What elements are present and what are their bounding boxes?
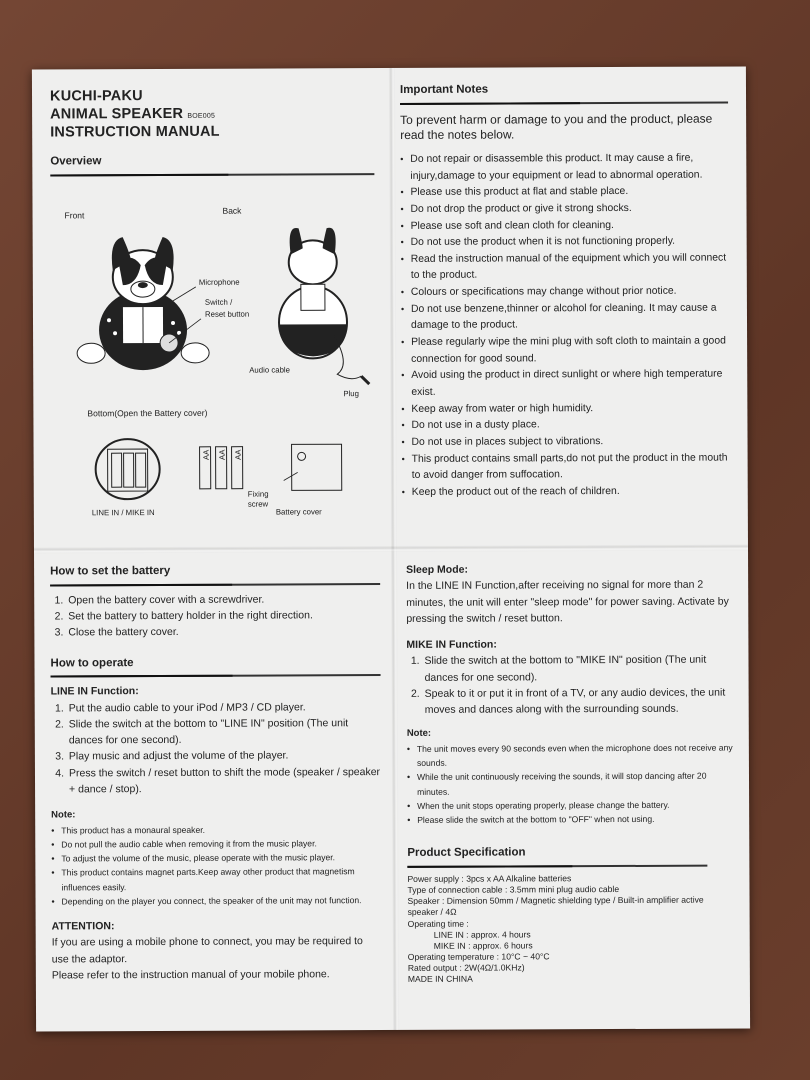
fixing-label: Fixing bbox=[247, 489, 269, 499]
microphone-label: Microphone bbox=[198, 277, 240, 287]
note-item: • Avoid using the product in direct sunlight or where high temperature exist. bbox=[401, 367, 729, 402]
important-notes-heading: Important Notes bbox=[400, 81, 728, 105]
operate-heading: How to operate bbox=[50, 654, 380, 678]
mike-note-item: • The unit moves every 90 seconds even when the microphone does not receive any sounds. bbox=[407, 741, 733, 771]
mike-in-title: MIKE IN Function: bbox=[406, 638, 497, 651]
overview-heading: Overview bbox=[50, 152, 374, 176]
line-in-step: 4. Press the switch / reset button to shift the mode (speaker / speaker + dance / stop). bbox=[67, 764, 381, 798]
attention-text-2: Please refer to the instruction manual of your mobile phone. bbox=[51, 968, 330, 982]
note-item: • Please use soft and clean cloth for cleaning. bbox=[401, 217, 729, 235]
spec-line: LINE IN : approx. 4 hours bbox=[433, 929, 531, 940]
battery-heading: How to set the battery bbox=[50, 562, 380, 586]
dog-back-icon bbox=[279, 228, 370, 385]
note-item: • Keep away from water or high humidity. bbox=[401, 400, 729, 418]
notes-intro: To prevent harm or damage to you and the product, please read the notes below. bbox=[400, 111, 713, 143]
audio-cable-label: Audio cable bbox=[249, 365, 290, 375]
operate-note-title: Note: bbox=[51, 809, 76, 821]
mike-note-item: • When the unit stops operating properly, please change the battery. bbox=[407, 797, 733, 813]
mike-note-item: • While the unit continuously receiving the sounds, it will stop dancing after 20 minutes. bbox=[407, 769, 733, 799]
mike-in-step: 2. Speak to it or put it in front of a TV, or any audio devices, the unit moves and dances along with the surrounding sounds. bbox=[423, 684, 733, 718]
note-item: • Read the instruction manual of the equipment which you will connect to the product. bbox=[401, 250, 729, 285]
note-item: • Do not use in places subject to vibrations. bbox=[402, 433, 730, 451]
battery-step: 1. Open the battery cover with a screwdriver. bbox=[66, 591, 380, 609]
important-notes-panel bbox=[400, 81, 730, 537]
aa-label: AA bbox=[217, 449, 227, 460]
spec-line: Power supply : 3pcs x AA Alkaline batteries bbox=[407, 873, 572, 884]
operate-note-item: • To adjust the volume of the music, please operate with the music player. bbox=[51, 850, 381, 866]
operate-notes bbox=[51, 822, 381, 908]
spec-line: Type of connection cable : 3.5mm mini plug audio cable bbox=[407, 884, 620, 896]
battery-cover-icon bbox=[284, 444, 342, 490]
manual-title: KUCHI-PAKU ANIMAL SPEAKER BOE005 INSTRUCTION MANUAL bbox=[49, 88, 220, 141]
note-item: • Keep the product out of the reach of children. bbox=[402, 483, 730, 501]
battery-compartment-icon bbox=[96, 439, 160, 499]
screw-label: screw bbox=[247, 499, 269, 509]
operate-note-item: • Depending on the player you connect, the speaker of the unit may not function. bbox=[52, 893, 382, 909]
spec-line: Rated output : 2W(4Ω/1.0KHz) bbox=[407, 962, 525, 974]
spec-line: Operating time : bbox=[407, 918, 469, 929]
battery-steps bbox=[50, 591, 380, 641]
mike-in-steps bbox=[406, 652, 732, 718]
line-in-mike-in-label: LINE IN / MIKE IN bbox=[91, 508, 155, 518]
model-number: BOE005 bbox=[187, 112, 216, 121]
dog-front-icon bbox=[77, 237, 210, 371]
line-in-title: LINE IN Function: bbox=[50, 685, 139, 698]
switch-label: Switch / bbox=[204, 297, 233, 307]
note-item: • Do not use benzene,thinner or alcohol for cleaning. It may cause a damage to the product. bbox=[401, 300, 729, 335]
mike-in-step: 1. Slide the switch at the bottom to "MIKE IN" position (The unit dances for one second). bbox=[422, 652, 732, 686]
spec-list bbox=[407, 872, 733, 985]
operate-note-item: • Do not pull the audio cable when removing it from the music player. bbox=[51, 836, 381, 852]
overview-diagram bbox=[50, 196, 375, 537]
plug-label: Plug bbox=[343, 389, 359, 399]
note-item: • Colours or specifications may change without prior notice. bbox=[401, 284, 729, 302]
line-in-steps bbox=[51, 699, 381, 798]
spec-line: Speaker : Dimension 50mm / Magnetic shielding type / Built-in amplifier active speaker / 4Ω bbox=[407, 894, 704, 918]
note-item: • Please use this product at flat and stable place. bbox=[400, 184, 728, 202]
line-in-step: 1. Put the audio cable to your iPod / MP3 / CD player. bbox=[67, 699, 381, 717]
attention-title: ATTENTION: bbox=[51, 920, 115, 933]
front-label: Front bbox=[64, 210, 85, 221]
overview-panel bbox=[50, 86, 376, 537]
line-in-step: 3. Play music and adjust the volume of the player. bbox=[67, 748, 381, 766]
function-panel bbox=[406, 561, 734, 1017]
aa-label: AA bbox=[233, 449, 243, 460]
attention-text: If you are using a mobile phone to connect, you may be required to use the adaptor. bbox=[51, 935, 363, 965]
mike-note-title: Note: bbox=[406, 728, 432, 740]
spec-line: Operating temperature : 10°C ~ 40°C bbox=[407, 951, 550, 963]
operate-note-item: • This product contains magnet parts.Keep away other product that magnetism influences easily. bbox=[51, 865, 381, 895]
notes-list bbox=[400, 151, 730, 502]
battery-diagram bbox=[51, 428, 371, 509]
mike-note-item: • Please slide the switch at the bottom to "OFF" when not using. bbox=[407, 811, 733, 827]
spec-line: MADE IN CHINA bbox=[407, 974, 473, 985]
operate-note-item: • This product has a monaural speaker. bbox=[51, 822, 381, 838]
aa-label: AA bbox=[201, 449, 211, 461]
note-item: • Please regularly wipe the mini plug with soft cloth to maintain a good connection for good sound. bbox=[401, 334, 729, 369]
line-in-step: 2. Slide the switch at the bottom to "LINE IN" position (The unit dances for one second). bbox=[67, 715, 381, 749]
instruction-sheet bbox=[32, 66, 750, 1031]
battery-step: 3. Close the battery cover. bbox=[66, 623, 380, 641]
note-item: • Do not repair or disassemble this product. It may cause a fire, injury,damage to your equipment or lead to abnormal operation. bbox=[400, 151, 728, 186]
note-item: • Do not use the product when it is not functioning properly. bbox=[401, 234, 729, 252]
battery-step: 2. Set the battery to battery holder in the right direction. bbox=[66, 607, 380, 625]
note-item: • This product contains small parts,do not put the product in the mouth to avoid danger from suffocation. bbox=[402, 450, 730, 485]
note-item: • Do not drop the product or give it strong shocks. bbox=[400, 200, 728, 218]
note-item: • Do not use in a dusty place. bbox=[401, 417, 729, 435]
sleep-mode-text: In the LINE IN Function,after receiving no signal for more than 2 minutes, the unit will enter "sleep mode" for power saving. Activate by pressing the switch / reset button. bbox=[406, 578, 729, 625]
reset-button-label: Reset button bbox=[204, 309, 250, 319]
spec-heading: Product Specification bbox=[407, 844, 707, 868]
sleep-mode-title: Sleep Mode: bbox=[406, 563, 468, 576]
operation-panel bbox=[50, 562, 382, 1018]
spec-line: MIKE IN : approx. 6 hours bbox=[433, 940, 533, 951]
back-label: Back bbox=[222, 205, 242, 216]
mike-notes bbox=[407, 741, 733, 827]
bottom-label: Bottom(Open the Battery cover) bbox=[87, 407, 208, 419]
battery-cover-label: Battery cover bbox=[275, 507, 322, 517]
